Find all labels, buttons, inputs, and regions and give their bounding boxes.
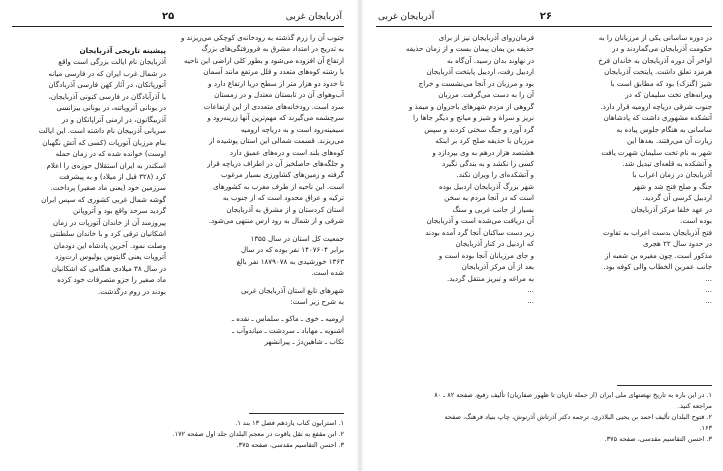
text-line: شده است. [311, 268, 344, 278]
footnote: ۱۶۳. [699, 424, 712, 432]
text-line: اسکندر به ایران استقلال حوزه‌ی را اعلام [46, 160, 166, 170]
text-line: و آتشکده به قلعه‌ای تبدیل شد. [622, 158, 712, 168]
left-footnotes [12, 418, 344, 451]
text-line: آذربایجان در زمان اعراب با [632, 170, 712, 180]
text-line: برابر ۱۴۰۷۶۰۴ نفر بوده که در سال [241, 245, 344, 255]
text-line: بنام مرزبان آتورپات (کسی که آتش نگهبان [42, 137, 166, 147]
text-line: سرچشمه می‌گیرند که مهم‌ترین آنها زرینه‌رود و [207, 113, 344, 123]
text-line: گرد آورد و جنگ سختی کردند و سپس [424, 124, 534, 134]
text-line: در نهاوند بدان رسید. آن‌گاه به [447, 55, 534, 65]
text-line: ساسانی به هنگام جلوس پیاده به [616, 124, 712, 134]
text-line: است. این ناحیه از طرف مغرب به کشورهای [213, 181, 344, 191]
text-line: در سال ۳۸ میلادی هنگامی که اشکانیان [51, 263, 166, 273]
text-line: ... [705, 273, 712, 283]
text-line: جانب عمربن الخطاب والی کوفه بود. [603, 262, 712, 272]
text-line: یا آذرآبادگان در فارسی کنونی آذربایجان، [48, 91, 166, 101]
right-page-columns [376, 32, 712, 307]
text-line: در یونانی آتروپاتنه، در یونانی بیزانسی [56, 103, 166, 113]
text-line: پیروزمند آن از خاندان آتورپات در زمان [52, 217, 166, 227]
footnote: مراجعه کنید. [677, 402, 712, 410]
right-page [376, 8, 712, 463]
text-line: می‌ریزند. قسمت شمالی این استان پوشیده از [209, 136, 344, 146]
text-line: اردبیل رفت، اردبیل پایتخت آذربایجان [426, 67, 534, 77]
text-line: کسی را نکشد و به بندگی نگیرد [442, 158, 534, 168]
text-line: تکاب ـ شاهین‌دژ ـ پیرانشهر [264, 337, 344, 347]
text-line: و آتشکده‌ای را ویران نکند. [456, 170, 534, 180]
text-line: شهر بزرگ آذربایجان اردبیل بوده [439, 181, 534, 191]
text-line: به شرح زیر است: [290, 296, 344, 306]
text-line: آتورپاتکان، در آثار کهن فارسی آذربادگان [48, 80, 166, 90]
text-line: حکومت آذربایجان می‌گماردند و در [611, 44, 712, 54]
text-line: اوست) خوانده شده که در زمان حمله [55, 149, 166, 159]
footnote: ۲. ابن مقفع به نقل یاقوت در معجم البلدان جلد اول صفحه ۱۷۲. [172, 430, 344, 438]
text-line: اردبیل کرسی آن گردید. [642, 193, 712, 203]
text-line: گوشه شمال غربی کشوری که سپس ایران [41, 194, 166, 204]
text-line: بسیار از جانب غربی و سنگ [452, 204, 534, 214]
text-line: بود و مرزبان در آنجا می‌نشست و خراج [418, 78, 534, 88]
text-line: گرفته و زمین‌های کشاورزی بسیار مرغوب [220, 170, 344, 180]
text-line: بودند در روم درگذشت. [98, 286, 166, 296]
text-line: و جای مرزبانان آنجا بوده است و [438, 250, 534, 260]
text-line: در حدود سال ۲۲ هجری [643, 239, 712, 249]
right-page-right-column [544, 32, 712, 307]
text-line: مذکور است. چون مغیره بن شعبه از [605, 250, 712, 260]
right-page-left-column [376, 32, 534, 307]
text-line: آذربایجان نام ایالت بزرگی است واقع [58, 57, 166, 67]
text-line: گردید سرحد واقع بود و آتروپاتن [73, 206, 166, 216]
text-line: که اردبیل در کنار آذربایجان [455, 239, 534, 249]
text-line: به مراغه و تبریز منتقل گردید. [446, 273, 534, 283]
text-line: کرد (۳۲۸ قبل از میلاد) و به پیشرفت [59, 171, 166, 181]
right-page-number: ۲۶ [539, 11, 552, 22]
text-line: بوده است. [680, 216, 712, 226]
footnote: ۲. فتوح البلدان تألیف احمد بن یحیی البلاذری، ترجمه دکتر آذرتاش آذرنوش، چاپ بنیاد فرهنگ، صفحه [444, 413, 712, 421]
text-line: جنوب آن را زرم گذشته به رودخانه‌ی کوچکی می‌ریزند و [180, 33, 344, 42]
text-line: شهر به نام تخت سلیمان شهرت یافت [601, 147, 712, 157]
text-line: بعد از آن مرکز آذربایجان [461, 262, 534, 272]
text-line: آن را به دست می‌گرفت. مرزبان [438, 90, 534, 100]
text-line: مرزبان با حذیفه صلح کرد بر اینکه [435, 136, 534, 146]
text-line: اشکانیان ترقی کرد و با خاندان سلطنتی [50, 229, 166, 239]
text-line: فتح آذربایجان بدست اعراب به تفاوت [603, 227, 712, 237]
text-line: جمعیت کل استان در سال ۱۳۵۵ [250, 233, 344, 243]
text-line: آتشکده مشهوری داشت که پادشاهان [603, 113, 712, 123]
footnote: ۱. استرابون کتاب یازدهم فصل ۱۳ بند ۱. [235, 419, 344, 427]
text-line: آن دریافت می‌شده است و آذربایجان [426, 216, 534, 226]
text-line: فرمان‌روای آذربایجان نیز از برای [438, 33, 534, 42]
text-line: ویرانه‌های تخت سلیمان که در [625, 90, 712, 100]
left-page-left-column [12, 32, 166, 348]
text-line: اشنویه ـ مهاباد ـ سردشت ـ میاندوآب ـ [232, 325, 344, 335]
right-page-header [376, 8, 712, 27]
text-line: است که در آنجا مردم به سخن [444, 193, 534, 203]
text-line: آب‌وهوای آن در تابستان معتدل و در زمستان [214, 90, 344, 100]
text-line: آذربیگانون، در ارمنی آتراپاتکان و در [61, 114, 166, 124]
text-line: جنگ و صلح فتح شد و شهر [632, 181, 712, 191]
text-line: اواخر آن دوره آذربایجان به خاندان فرخ [598, 55, 712, 65]
text-line: شرقی و از شمال به رود ارس منتهی می‌شود. [208, 216, 344, 226]
left-page-header [12, 8, 344, 27]
footnote: ۱. در این باره به تاریخ نهضتهای ملی ایران (از حمله تازیان تا ظهور صفاریان) تألیف رفیع، صفحه ۸۲ ـ ۸۰ [434, 391, 712, 399]
text-line: کوه‌های بلند است و دره‌های عمیق دارد [229, 147, 344, 157]
right-footnote-rule [617, 385, 712, 386]
text-line: ... [705, 296, 712, 306]
text-line: ارومیه ـ خوی ـ ماکو ـ سلماس ـ نقده ـ [231, 314, 344, 324]
footnote: ۳. احسن التقاسیم مقدسی، صفحه ۳۷۵. [604, 435, 712, 443]
section-heading: پیشینه تاریخی آذربایجان [79, 46, 166, 55]
text-line: زیارت آن می‌رفتند. بعدها این [626, 136, 712, 146]
right-running-title: آذربایجان غربی [378, 12, 435, 22]
text-line: ترکیه و عراق محدود است که از جنوب به [222, 193, 344, 203]
left-page-columns [12, 32, 344, 348]
text-line: نریز و سراة و شیز و میانج و دیگر جاها را [412, 113, 534, 123]
text-line: استان کردستان و از مشرق به آذربایجان [226, 204, 344, 214]
text-line: گروهی از مردم شهرهای باجروان و میمذ و [408, 101, 534, 111]
left-page-number: ۲۵ [162, 11, 175, 22]
text-line: ارتفاع آن افزوده می‌شود و بطور کلی اراضی این ناحیه [184, 55, 344, 65]
text-line: به تدریج در امتداد مشرق به فرورفتگی‌های بزرگ [201, 44, 344, 54]
text-line: وصلت نمود. آخرین پادشاه این دودمان [53, 240, 166, 250]
text-line: و جلگه‌های حاصلخیز آن در اطراف دریاچه قرار [207, 158, 344, 168]
left-page-right-column [176, 32, 344, 348]
text-line: زیر دست ساکنان آنجا گرد آمده بودند [425, 227, 534, 237]
text-line: در دوره ساسانی یکی از مرزبانان را به [598, 33, 712, 42]
left-page [12, 8, 344, 463]
text-line: ماد صغیر را جزو متصرفات خود کرده [57, 275, 166, 285]
text-line: در عهد خلفا مرکز آذربایجان [631, 204, 712, 214]
text-line: ۱۳۶۳ خورشیدی به ۱۸۷۹۰۷۸ نفر بالغ [236, 256, 344, 266]
text-line: حذیفه بن یمان پیمان بست و از زمان حذیفه [405, 44, 534, 54]
text-line: سریانی آذربیجان نام داشته است. این ایالت [38, 126, 166, 136]
text-line: تا حدود دو هزار متر از سطح دریا ارتفاع دارد و [208, 78, 344, 88]
text-line: جنوب شرقی دریاچه ارومیه قرار دارد. [600, 101, 712, 111]
text-line: سرد است. رودخانه‌های متعددی از این ارتفاعات [203, 101, 344, 111]
text-line: شیز (گنزک) بود که مطابق است با [610, 78, 712, 88]
text-line: آتروپات یعنی گایتوس یولیوس ارت‌وزد [55, 252, 166, 262]
left-footnote-rule [249, 413, 344, 414]
text-line: سیمینه‌رود است و به دریاچه ارومیه [240, 124, 344, 134]
text-line: ... [705, 284, 712, 294]
right-footnotes [376, 390, 712, 445]
text-line: ... [527, 284, 534, 294]
text-line: هشتصد هزار درهم به وی بپردازد و [432, 147, 534, 157]
footnote: ۳. احسن التقاسیم مقدسی، صفحه ۳۷۵. [236, 441, 344, 449]
text-line: شهرهای تابع استان آذربایجان غربی [240, 285, 344, 295]
text-line: سرزمین خود (یعنی ماد صغیر) پرداخت. [50, 183, 166, 193]
book-gutter [356, 0, 364, 471]
text-line: هرمزد تعلق داشت. پایتخت آذربایجان [604, 67, 712, 77]
text-line: با رشته کوه‌های متعدد و قلل مرتفع مانند آسمان [203, 67, 344, 77]
left-running-title: آذربایجان غربی [285, 12, 342, 22]
text-line: ... [527, 296, 534, 306]
text-line: در شمال غرب ایران که در فارسی میانه [48, 68, 166, 78]
